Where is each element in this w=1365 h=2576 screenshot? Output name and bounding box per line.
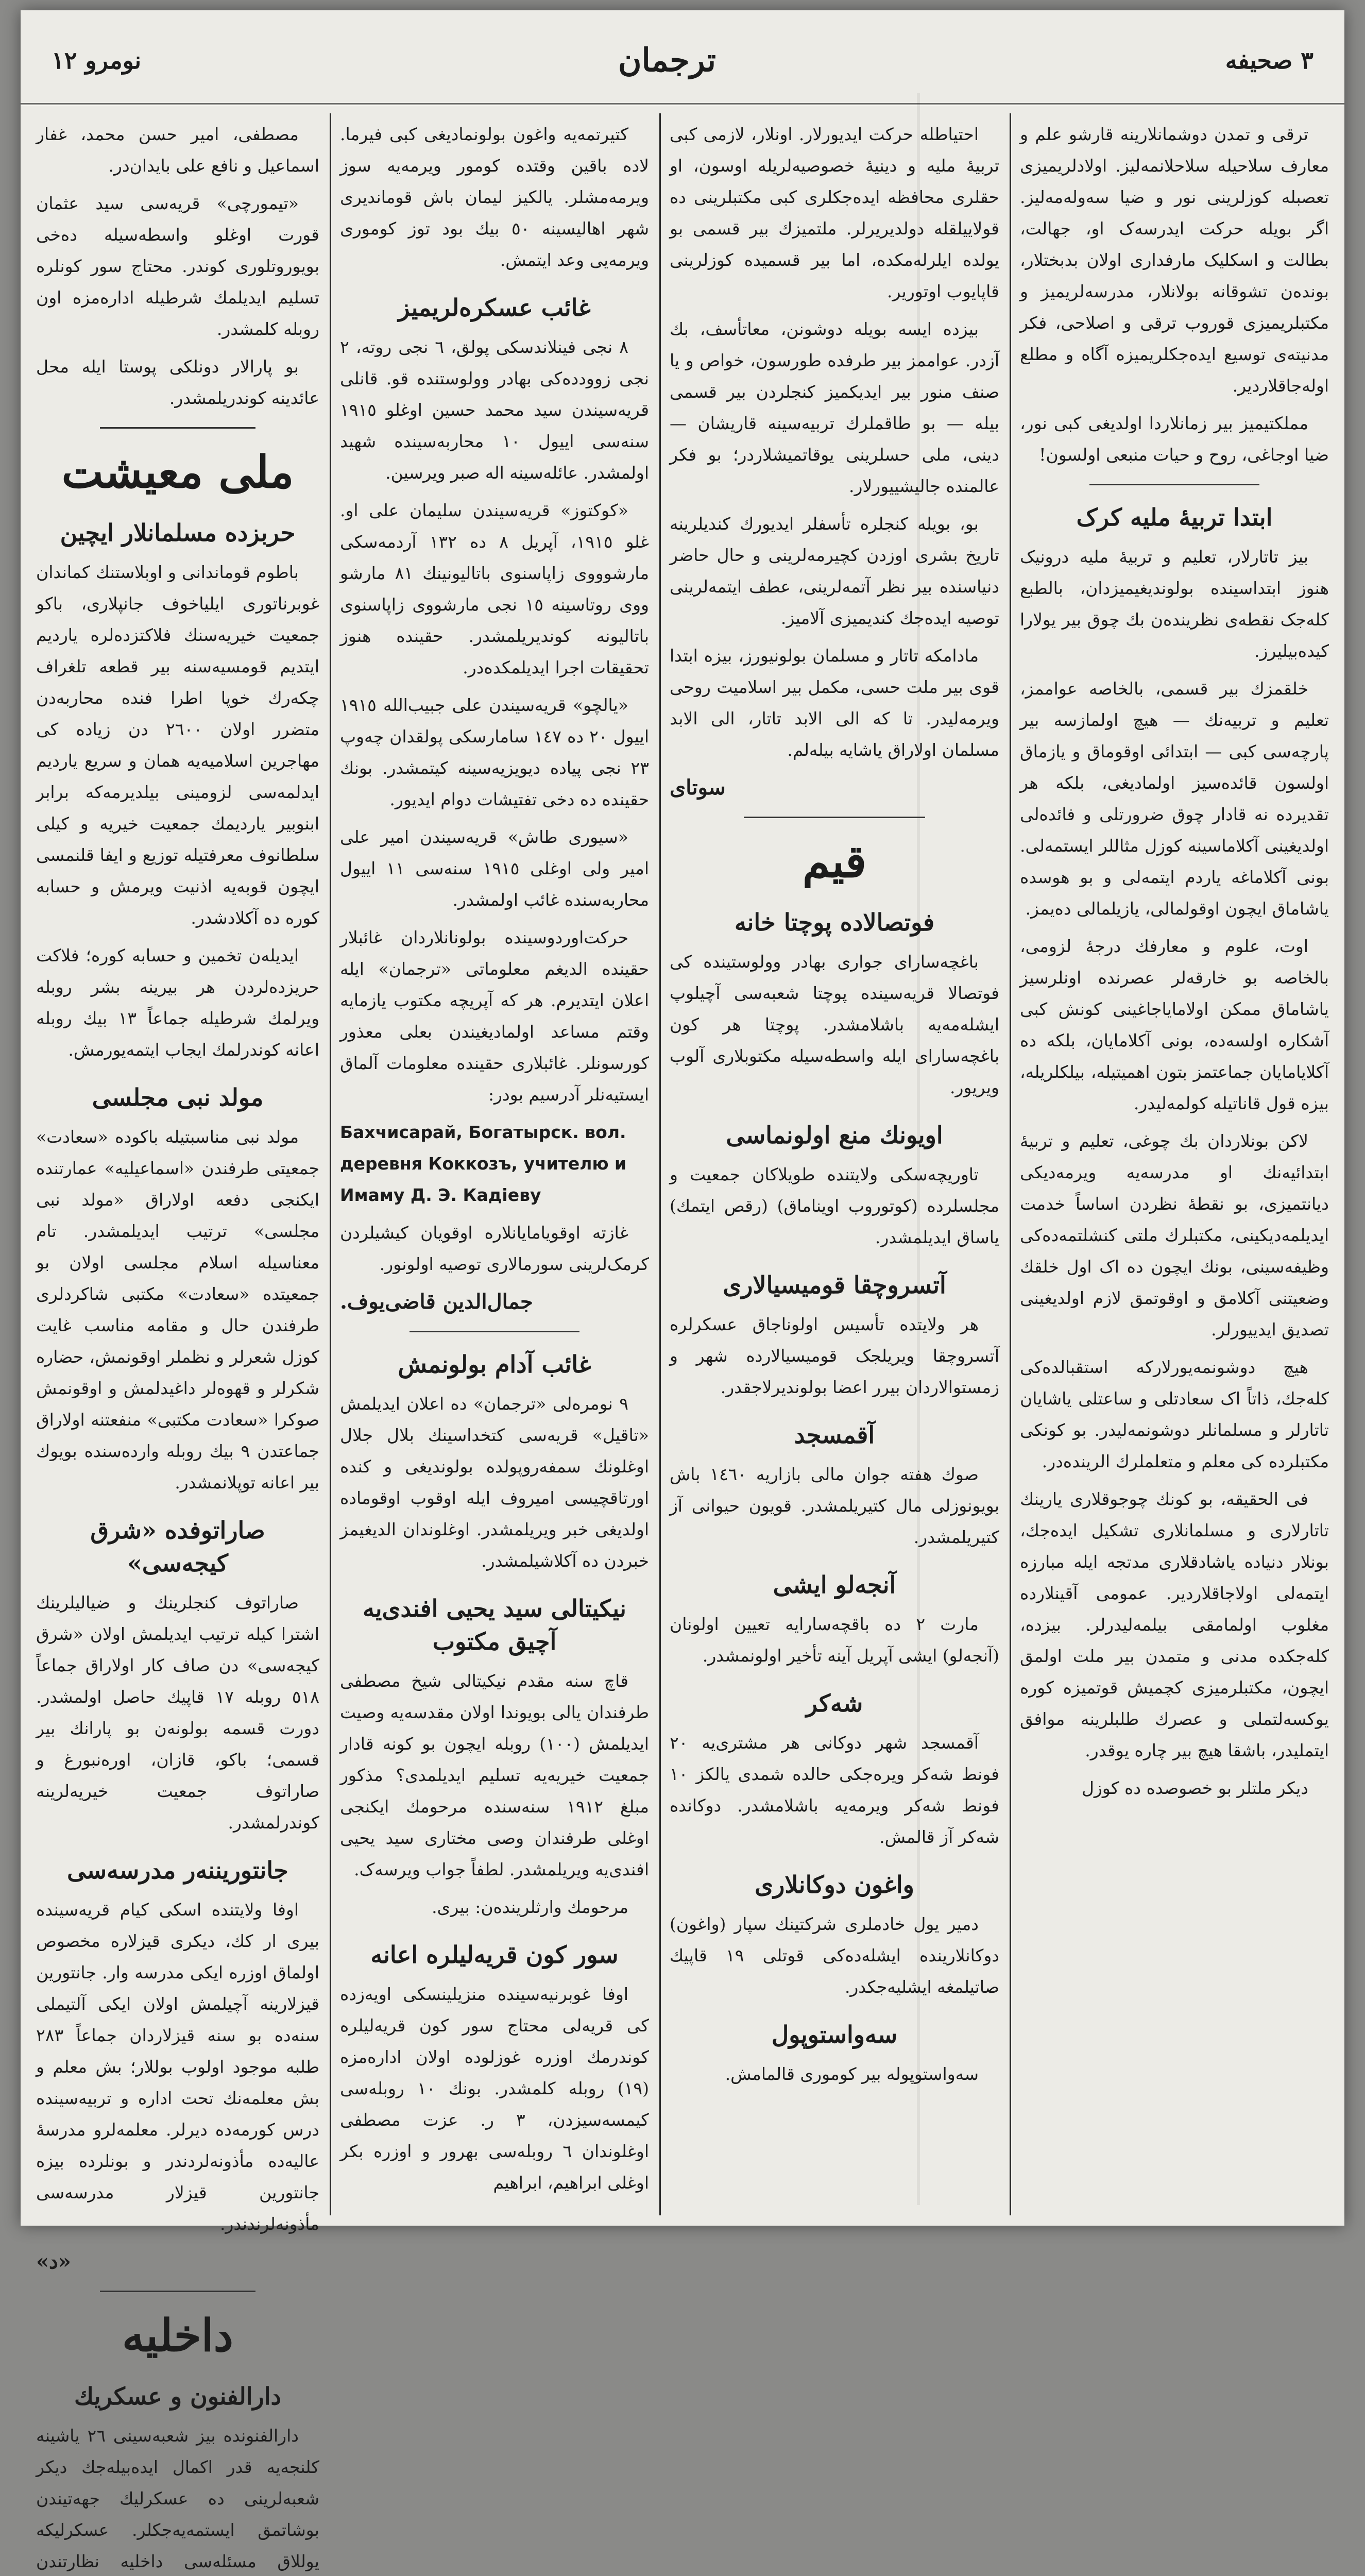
section-title: ملی معیشت <box>61 446 294 498</box>
article-paragraph: قاچ سنه مقدم نیکیتالی شیخ مصطفی طرفندان یالی بویوندا اولان مقدسه‌یه وصیت ایدیلمش (١٠٠) روبله ایچون بو کونه قادار جمعیت خیریه‌یه تسلیم ایدیلمدی؟ مذکور مبلغ ١٩١٢ سنه‌سنده مرحومك ایکنجی اوغلی طرفندان وصی مختاری سید یحیی افندی‌یه ویریلمشدر. لطفاً جواب ویرسه‌ک. <box>340 1671 649 1879</box>
column-right <box>1020 118 1329 2215</box>
article-paragraph: باطوم قوماندانی و اوبلاستنك کماندان غوبرناتوری ایلیاخوف جانپلاری، باکو جمعیت خیریه‌سنك فلاکتزده‌لره یاردیم ایتدیم قومسیه‌سنه بیر قطعه تلغراف چکه‌رك خوپا اطرا فنده محاربه‌دن متضرر اولان ٢٦٠٠ دن زیاده کی مهاجرین اسلامیه‌یه همان و سریع یاردیم ایدلمه‌سی لزومینی بیلدیرمه‌که برابر ابنوبیر یاردیمك جمعیت خیریه و کیلی سلطانوف معرفتیله توزیع و ایفا قلنمسی ایچون قوبه‌یه اذنیت ویرمش و حسابه کوره ده آکلادشدر. <box>36 562 319 928</box>
article-heading: جانتوریننه‌ر مدرسه‌سی <box>67 1856 288 1884</box>
article-paragraph: کتیرتمه‌یه واغون بولونمادیغی کبی فیرما. لاده باقین وقتده کومور ویرمه‌یه سوز ویرمه‌مشلر. یالکیز لیمان باش قوماندیری شهر اهالیسینه ٥٠ بیك بود توز کوموری ویرمه‌یی وعد ایتمش. <box>340 124 650 270</box>
article-heading: مولد نبی مجلسی <box>92 1083 264 1111</box>
article-paragraph: ٨ نجی فینلاندسکی پولق، ٦ نجی روته، ٢ نجی زوودده‌کی بهادر وولوستنده قو. قانلی قریه‌سیندن سید محمد حسین اوغلو ١٩١٥ سنه‌سی اییول ١٠ محاربه‌سینده شهید اولمشدر. عائله‌سینه اله صبر ویرسین. <box>340 337 649 483</box>
page-number: ٣ صحيفه <box>1225 46 1313 74</box>
article-paragraph: تاوریچه‌سکی ولایتنده طویلاکان جمعیت و مجلسلرده (کوتوروب اویناماق) (رقص ایتمك) یاساق ایدیلمشدر. <box>670 1164 999 1247</box>
article-heading: نیکیتالی سید یحیی افندی‌یه آچیق مکتوب <box>363 1595 626 1655</box>
divider <box>410 1331 579 1332</box>
article-paragraph: بو پارالار دونلکی پوستا ایله محل عائدینه کوندریلمشدر. <box>36 357 319 408</box>
article-heading: واغون دوکانلاری <box>755 1871 914 1899</box>
masthead <box>21 10 1344 105</box>
article-paragraph: مادامکه تاتار و مسلمان بولونیورز، بیزه ابتدا قوی بیر ملت حسی، مکمل بیر اسلامیت روحی ویرمه‌لیدر. تا که الی الابد تاتار، الی الابد مسلمان اولاراق یاشایه بیله‌لم. <box>670 646 999 760</box>
article-paragraph: ترقی و تمدن دوشمانلارینه قارشو علم و معارف سلاحیله سلاحلانمه‌لیز. اولادلریمیزی تعصبله کوزلرینی نور و ضیا سه‌وله‌مه‌لیز. اگر بویله حرکت ایدرسه‌ک او، جهالت، بطالت و اسکلیک مارفداری اولان بدبختلار، بونده‌ن تشوقانه بولانلار، مدرسه‌لریمیز و مکتبلریمیزی قوروب ترقی و اصلاحی، فکر مدنیته‌ی توسیع ایده‌جکلریمیزه آگاه و مطلع اوله‌جاقلاردیر. <box>1020 124 1329 396</box>
article-paragraph: مرحومك وارثلرینده‌ن: بیری. <box>432 1897 628 1917</box>
column-rule <box>330 113 331 2215</box>
section-title: داخلیه <box>122 2310 233 2362</box>
article-paragraph: هیچ دوشونمه‌یورلارکه استقبالده‌کی کله‌جك، ذاتاً اک سعادتلی و ساعتلی یاشایان تاتارلر و مسلمانلر دوشونمه‌لیدر. بو کونکی مکتبلرده کی معلم و متعلملرك الرینده‌در. <box>1020 1357 1329 1471</box>
article-paragraph: ایدیله‌ن تخمین و حسابه کوره؛ فلاکت حریزده‌لردن هر بیرینه بشر روبله ویرلمك شرطیله جماعاً ١٣ بیك روبله اعانه کوندرلمك ایجاب ایتمه‌یورمش. <box>36 945 320 1060</box>
article-paragraph: بیزده ایسه بویله دوشونن، معاتأسف، بك آزدر. عواممز بیر طرفده طورسون، خواص و یا صنف منور بیر ایدیکمیز کنجلردن بیر قسمی بیله — بو طاقملرك تربیه‌سینه قاریشان — دینی، ملی حسلرینی یوقاتمیشلاردر؛ بو فکر عالمنده جالیشییورلار. <box>670 319 999 496</box>
article-heading: آتسروچقا قومیسیالاری <box>723 1271 946 1299</box>
article-paragraph: حرکت‌اوردوسینده بولونانلاردان غائبلار حقینده الدیغم معلوماتی «ترجمان» ایله اعلان ایتدیرم. هر که آپریچه مکتوب یازمایه وقتم مساعد اولمادیغیندن بعلی معذور کورسونلر. غائبلاری حقینده معلومات آلماق ایستیه‌نلر آدرسیم بودر: <box>340 927 649 1105</box>
article-paragraph: مولد نبی مناسبتیله باکوده «سعادت» جمعیتی طرفندن «اسماعیلیه» عمارتنده ایکنجی دفعه اولاراق «مولد نبی مجلسی» ترتیب ایدیلمشدر. تام معناسیله اسلام مجلسی اولان بو جمعیتده «سعادت» مکتبی شاکردلری طرفندن حال و مقامه مناسب غایت کوزل شعرلر و نظملر اوقونمش، حضاره شکرلر و قهوه‌لر داغیدلمش و اوقونمش صوکرا «سعادت مکتبی» منفعتنه اولاراق جماعتدن ٩ بیك روبله وارده‌سنده بویوك بیر اعانه توپلانمشدر. <box>36 1127 319 1493</box>
article-paragraph: «کوکتوز» قریه‌سیندن سلیمان علی او. غلو ١٩١٥، آپریل ٨ ده ١٣٢ آردمه‌سکی مارشوووی زاپاسنوی باتالیونینك ٨١ مارشو ووی روتاسینه ١٥ نجی مارشووی زاپاسنوی باتالیونه کوندیریلمشدر. حقینده هنوز تحقیقات اجرا ایدیلمکده‌در. <box>340 500 649 677</box>
column-center-right <box>670 118 999 2215</box>
divider <box>100 427 256 429</box>
column-rule <box>1010 113 1011 2215</box>
issue-number: نومرو ١٢ <box>52 46 142 74</box>
paper-title: ترجمان <box>618 41 716 79</box>
article-paragraph: صاراتوف کنجلرینك و ضیالیلرینك اشترا کیله ترتیب ایدیلمش اولان «شرق کیجه‌سی» دن صاف کار اولاراق جماعاً ٥١٨ روبله ١٧ قاپیك حاصل اولمشدر. دورت قسمه بولونه‌ن بو پارانك بیر قسمی؛ باکو، قازان، اوره‌نبورغ و صاراتوف جمعیت خیریه‌لرینه کوندرلمشدر. <box>36 1592 319 1833</box>
signature: سوتای <box>670 775 726 800</box>
column-center-left <box>340 118 649 2215</box>
article-paragraph: احتیاطله حرکت ایدیورلار. اونلار، لازمی کبی تربیهٔ ملیه و دینیهٔ خصوصیه‌لریله اوسون، او حقلری محافظه ایده‌جکلری کبی مکتبلرینی ده قولاییلقله دولدیریرلر. ملتمیزك بیر قسمی بو یولده ایلرله‌مکده، اما بیر قسمیده کوزلرینی قاپایوب اوتوریر. <box>670 124 999 301</box>
article-paragraph: اوفا ولایتنده اسکی کیام قریه‌سینده بیری ار کك، دیکری قیزلاره مخصوص اولماق اوزره ایکی مدرسه وار. جانتورین قیزلارینه آچیلمش اولان ایکی آلتیملی سنه‌ده بو سنه قیزلاردان جماعاً ٢٨٣ طلبه موجود اولوب بوللار؛ بش معلم و بش معلمه‌نك تحت اداره و تربیه‌سینده درس کورمه‌ده دیرلر. معلمه‌لرو مدرسهٔ عالیه‌ده مأذونه‌لردندر و بونلرده بیزه جانتورین قیزلار مدرسه‌سی مأذونه‌لرندندر. <box>36 1900 319 2234</box>
article-paragraph: آقمسجد شهر دوکانی هر مشتری‌یه ٢٠ فونط شه‌کر ویره‌جکی حالده شمدی یالکز ١٠ فونط شه‌کر ویرمه‌یه باشلامشدر. دوکانده شه‌کر آز قالمش. <box>670 1733 999 1847</box>
divider <box>1089 484 1259 485</box>
article-paragraph: دارالفنونده بیز شعبه‌سینی ٢٦ یاشینه کلنجه‌یه قدر اکمال ایده‌بیله‌جك دیکر شعبه‌لرینی ده عسکرلیك جهه‌تیندن بوشاتمق ایستمه‌یه‌جکلر. عسکرلیکه یوللاق مسئله‌سی داخلیه نظارتندن <box>36 2426 319 2571</box>
article-paragraph: ٩ نومره‌لی «ترجمان» ده اعلان ایدیلمش «تاقیل» قریه‌سی کتخداسینك بلال جلال اوغلونك سمفه‌روپولده بولوندیغی و کنده اورتاقچیسی امیروف ایله اوقوب اوقوماده اولدیغی خبر ویریلمشدر. اوغلوندان الدیغیمز خبردن ده آکلاشیلمشدر. <box>340 1394 649 1571</box>
article-heading: ابتدا تربیهٔ ملیه کرک <box>1076 503 1273 531</box>
article-paragraph: مصطفی، امیر حسن محمد، غفار اسماعیل و نافع علی بایدان‌در. <box>36 124 319 176</box>
article-heading: سه‌واستوپول <box>771 2021 898 2048</box>
article-heading: اویونك منع اولونماسی <box>726 1121 943 1149</box>
article-paragraph: دمیر یول خادملری شرکتینك سپار (واغون) دوکانلارینده ایشله‌ده‌کی قوتلی ١٩ قاپیك صاتیلمغه ایشلیه‌جکدر. <box>670 1914 999 1997</box>
column-rule <box>659 113 661 2215</box>
article-heading: سور کون قریه‌لیلره اعانه <box>370 1941 619 1969</box>
divider <box>744 817 925 818</box>
article-heading: شه‌کر <box>806 1689 863 1717</box>
article-paragraph: دیکر ملتلر بو خصوصده ده کوزل <box>1081 1778 1308 1798</box>
article-paragraph: غازته اوقویامایانلاره اوقویان کیشیلردن کرمک‌لرینی سورمالاری توصیه اولونور. <box>340 1223 649 1274</box>
article-paragraph: «یالچو» قریه‌سیندن علی جبیب‌الله ١٩١٥ اییول ٢٠ ده ١٤٧ سامارسکی پولقدان چه‌وپ ٢٣ نجی پیاده دیویزیه‌سینه کیتمشدر. بونك حقینده ده دخی تفتیشات دوام ایدیور. <box>340 695 650 809</box>
article-paragraph: فی الحقیقه، بو کونك چوجوقلاری یارینك تاتارلاری و مسلمانلاری تشکیل ایده‌جك، بونلار دنیاده یاشادقلاری مدتجه ایله مبارزه ایتمه‌لی اولاجاقلاردیر. عمومی آقینلارده مغلوب اولمامقی بیلمه‌لیدرلر. بیزده، کله‌جکده مدنی و متمدن بیر ملت اولمق ایچون، مکتبلرمیزی کچمیش قوتمیزه کوره یوکسه‌لتملی و عصرك طلبلرینه موافق ایتملیدر، باشقا هیچ بیر چاره یوقدر. <box>1020 1489 1329 1760</box>
article-heading: غائب عسکره‌لریمیز <box>398 294 591 321</box>
article-paragraph: بو، بویله کنجلره تأسفلر ایدیورك کندیلرینه تاریخ بشری اوزدن کچیرمه‌لرینی و حال حاضر دنیاسنده بیر نظر آتمه‌لرینی، عطف ایتمه‌لرینی توصیه ایده‌جك کندیمیزی آلامیز. <box>670 514 999 628</box>
cyrillic-address: Бахчисарай, Богатырск. вол. деревня Коккозъ, учителю и Имаму Д. Э. Кадіеву <box>340 1122 627 1205</box>
article-heading: حربزده مسلمانلار ایچین <box>60 519 296 547</box>
article-paragraph: بیز تاتارلار، تعلیم و تربیهٔ ملیه درونیک هنوز ابتداسینده بولوندیغیمیزدان، بالطبع کله‌جک نقطه‌ی نظرینده‌ن بك چوق بیر یولارا کیده‌بیلیرز. <box>1020 547 1329 661</box>
article-heading: غائب آدام بولونمش <box>398 1350 591 1378</box>
section-title: قیم <box>802 836 867 888</box>
article-heading: آنجه‌لو ایشی <box>773 1571 896 1599</box>
article-paragraph: «سیوری طاش» قریه‌سیندن امیر علی امیر ولی اوغلی ١٩١٥ سنه‌سی ١١ اییول محاربه‌سنده غائب اولمشدر. <box>340 827 649 910</box>
signature: جمال‌الدین قاضی‌یوف. <box>340 1290 533 1314</box>
article-heading: آقمسجد <box>794 1421 875 1449</box>
article-paragraph: صوك هفته جوان مالی بازاریه ١٤٦٠ باش بویونوزلی مال کتیریلمشدر. قویون حیوانی آز کتیریلمشدر. <box>670 1464 999 1547</box>
article-heading: فوتصالاده پوچتا خانه <box>734 908 935 936</box>
article-paragraph: هر ولایتده تأسیس اولوناجاق عسکرلره آتسروچقا ویریلجک قومیسیالارده شهر و زمستوالاردان بیرر اعضا بولوندیرلاجقدر. <box>670 1314 999 1397</box>
divider <box>100 2291 256 2292</box>
article-paragraph: مملکتیمیز بیر زمانلاردا اولدیغی کبی نور، ضیا اوجاغی، روح و حیات منبعی اولسون! <box>1020 413 1329 465</box>
article-paragraph: اوفا غوبرنیه‌سینده منزیلینسکی اویه‌زده کی قریه‌لی محتاج سور کون قریه‌لیلره کوندرمك اوزره غوزلوده اولان اداره‌مزه (١٩) روبله کلمشدر. بونك ١٠ روبله‌سی کیمسه‌سیزدن، ٣ ر. عزت مصطفی اوغلوندان ٦ روبله‌سی بهرور و اوزره بکر اوغلی ابراهیم، ابراهیم <box>340 1984 650 2193</box>
article-heading: دارالفنون و عسکریك <box>74 2382 282 2410</box>
article-paragraph: خلقمزك بیر قسمی، بالخاصه عواممز، تعلیم و تربیه‌نك — هیچ اولمازسه بیر پارچه‌سی کبی — ابتدائی اوقوماق و یازماق اولسون قائده‌سیز اولمادیغی، بلکه هر تقدیرده نه قادار چوق ضرورتلی و فائده‌لی اولدیغینی آکلاماسینه کوزل مثاللر ایستمه‌لی. بونی آکلاماغه یاردم ایتمه‌لی و بو هوسده یاشاماق ایچون اوقولمالی، یازیلمالی ده‌یمز. <box>1020 679 1329 919</box>
article-paragraph: باغچه‌سارای جواری بهادر وولوستینده کی فوتصالا قریه‌سینده پوچتا شعبه‌سی آچیلوپ ایشله‌مه‌یه باشلامشدر. پوچتا هر کون باغچه‌سارای ایله واسطه‌سیله مکتوبلاری آلوب ویریور. <box>670 952 999 1097</box>
article-heading: صاراتوفده «شرق کیجه‌سی» <box>90 1516 265 1577</box>
article-paragraph: اوت، علوم و معارفك درجهٔ لزومی، بالخاصه بو خارقه‌لر عصرنده اونلرسیز یاشاماق ممکن اولامایاجاغینی کونش کبی آشکاره اولسه‌ده، بونی آکلامایان، بلکه ده آکلایامایان جماعتمز بتون اهمیتیله، بیلکلریله، بیزه قول قاناتیله کولمه‌لیدر. <box>1020 936 1329 1113</box>
article-paragraph: «تیمورچی» قریه‌سی سید عثمان قورت اوغلو واسطه‌سیله ده‌خی بویوروتلوری کوندر. محتاج سور کونلره تسلیم ایدیلمك شرطیله اداره‌مزه اون روبله کلمشدر. <box>36 193 319 339</box>
article-paragraph: مارت ٢ ده باقچه‌سارایه تعیین اولونان (آنجه‌لو) ایشی آپریل آینه تأخیر اولونمشدر. <box>670 1614 999 1666</box>
article-paragraph: لاکن بونلاردان بك چوغی، تعلیم و تربیهٔ ابتدائیه‌نك او مدرسه‌یه ویرمه‌دیکی دیانتمیزی، بو نقطهٔ نظردن اساساً خدمت ایدیلمه‌دیکینی، مکتبلرك ملتی کنشلتمه‌ده‌کی وظیفه‌سینی، بونك ایچون ده اک اول خلقك وضعیتنی آکلامق و اوقوتمق لازم اولدیغینی تصدیق ایدییورلر. <box>1020 1131 1329 1340</box>
signature: «د» <box>36 2249 71 2274</box>
article-paragraph: سه‌واستوپوله بیر کوموری قالمامش. <box>725 2064 979 2084</box>
column-left <box>36 118 320 2571</box>
newspaper-page <box>21 10 1344 2571</box>
